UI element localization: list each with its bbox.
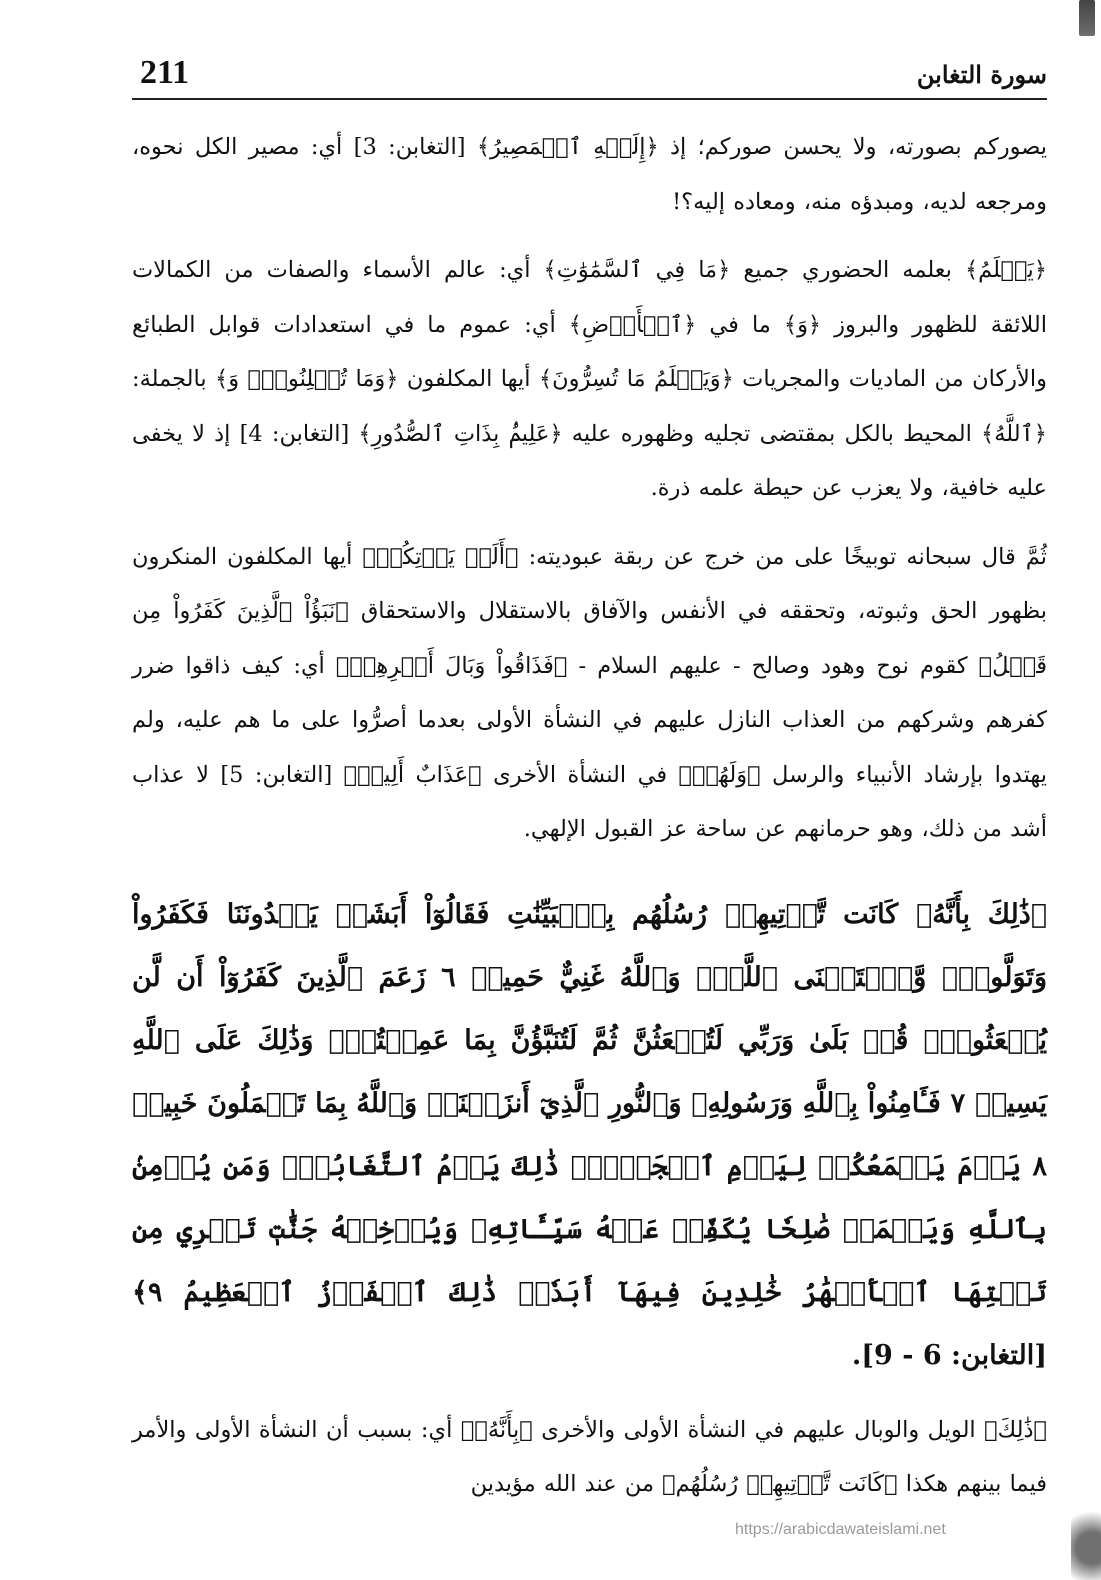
page-header (132, 40, 1047, 100)
page-number: 211 (140, 54, 190, 91)
surah-title: سورة التغابن (916, 60, 1047, 89)
paragraph: ثُمَّ قال سبحانه توبيخًا على من خرج عن ربقة عبوديته: ﴿أَلَمۡ يَأۡتِكُمۡ﴾ أيها المكلفون المنكرون بظهور الحق وثبوته، وتحققه في الأنفس والآفاق بالاستقلال والاستحقاق ﴿نَبَؤُاْ ٱلَّذِينَ كَفَرُواْ مِن قَبۡلُ﴾ كقوم نوح وهود وصالح - عليهم السلام - ﴿فَذَاقُواْ وَبَالَ أَمۡرِهِمۡ﴾ أي: كيف ذاقوا ضرر كفرهم وشركهم من العذاب النازل عليهم في النشأة الأولى بعدما أصرُّوا على ما هم عليه، ولم يهتدوا بإرشاد الأنبياء والرسل ﴿وَلَهُمۡ﴾ في النشأة الأخرى ﴿عَذَابٌ أَلِيمٞ﴾ [التغابن: 5] لا عذاب أشد من ذلك، وهو حرمانهم عن ساحة عز القبول الإلهي. (132, 543, 1047, 842)
paragraph: ﴿يَعۡلَمُ﴾ بعلمه الحضوري جميع ﴿مَا فِي ٱلسَّمَٰوَٰتِ﴾ أي: عالم الأسماء والصفات من الكمالات اللائقة للظهور والبروز ﴿وَ﴾ ما في ﴿ٱلۡأَرۡضِ﴾ أي: عموم ما في استعدادات قوابل الطبائع والأركان من الماديات والمجريات ﴿وَيَعۡلَمُ مَا تُسِرُّونَ﴾ أيها المكلفون ﴿وَمَا تُعۡلِنُونَۚ وَ﴾ بالجملة: ﴿ٱللَّهُ﴾ المحيط بالكل بمقتضى تجليه وظهوره عليه ﴿عَلِيمُۢ بِذَاتِ ٱلصُّدُورِ﴾ [التغابن: 4] إذ لا يخفى عليه خافية، ولا يعزب عن حيطة علمه ذرة. (132, 257, 1047, 501)
book-page (132, 40, 1047, 1560)
paragraph: يصوركم بصورته، ولا يحسن صوركم؛ إذ ﴿إِلَيۡهِ ٱلۡمَصِيرُ﴾ [التغابن: 3] أي: مصير الكل نحوه، ومرجعه لديه، ومبدؤه منه، ومعاده إليه؟! (132, 134, 1047, 215)
page-body (132, 120, 1047, 1522)
scan-mark (1071, 1500, 1101, 1580)
quran-verses-block: ﴿ذَٰلِكَ بِأَنَّهُۥ كَانَت تَّأۡتِيهِمۡ رُسُلُهُم بِٱلۡبَيِّنَٰتِ فَقَالُوٓاْ أَبَشَرٞ يَهۡدُونَنَا فَكَفَرُواْ وَتَوَلَّواْۚ وَّٱسۡتَغۡنَى ٱللَّهُۚ وَٱللَّهُ غَنِيٌّ حَمِيدٞ ٦ زَعَمَ ٱلَّذِينَ كَفَرُوٓاْ أَن لَّن يُبۡعَثُواْۚ قُلۡ بَلَىٰ وَرَبِّي لَتُبۡعَثُنَّ ثُمَّ لَتُنَبَّؤُنَّ بِمَا عَمِلۡتُمۡۚ وَذَٰلِكَ عَلَى ٱللَّهِ يَسِيرٞ ٧ فَـَٔامِنُواْ بِٱللَّهِ وَرَسُولِهِۦ وَٱلنُّورِ ٱلَّذِيٓ أَنزَلۡنَاۚ وَٱللَّهُ بِمَا تَعۡمَلُونَ خَبِيرٞ ٨ يَوۡمَ يَجۡمَعُكُمۡ لِيَوۡمِ ٱلۡجَمۡعِۖ ذَٰلِكَ يَوۡمُ ٱلتَّغَابُنِۗ وَمَن يُؤۡمِنۢ بِٱللَّهِ وَيَعۡمَلۡ صَٰلِحٗا يُكَفِّرۡ عَنۡهُ سَيِّـَٔاتِهِۦ وَيُدۡخِلۡهُ جَنَّٰتٖ تَجۡرِي مِن تَحۡتِهَا ٱلۡأَنۡهَٰرُ خَٰلِدِينَ فِيهَآ أَبَدٗاۚ ذَٰلِكَ ٱلۡفَوۡزُ ٱلۡعَظِيمُ ٩﴾ [التغابن: 6 - 9]. (132, 898, 1047, 1371)
scan-mark (1079, 0, 1095, 36)
paragraph: ﴿ذَٰلِكَ﴾ الويل والوبال عليهم في النشأة الأولى والأخرى ﴿بِأَنَّهُۥ﴾ أي: بسبب أن النشأة الأولى والأمر فيما بينهم هكذا ﴿كَانَت تَّأۡتِيهِمۡ رُسُلُهُم﴾ من عند الله مؤيدين (132, 1416, 1047, 1497)
watermark-url: https://arabicdawateislami.net (735, 1521, 946, 1538)
